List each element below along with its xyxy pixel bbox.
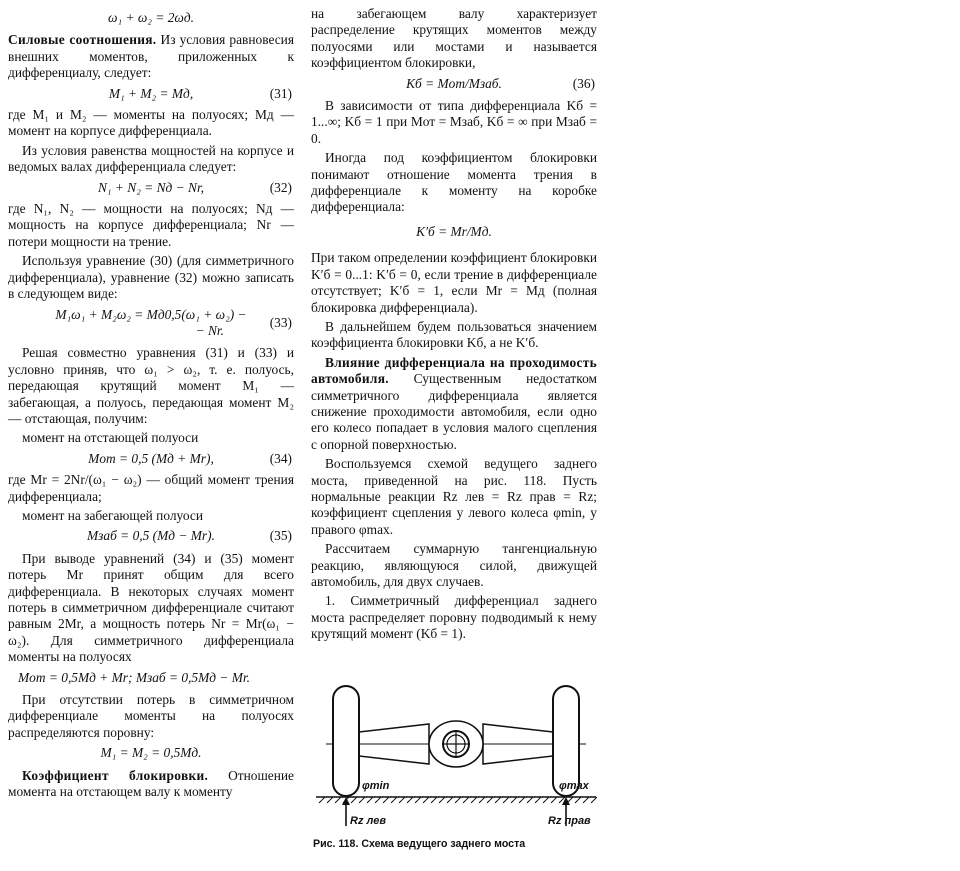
paragraph-solving: Решая совместно уравнения (31) и (33) и условно приняв, что ω₁ > ω₂, т. е. полуось, передающая крутящий момент M₁ — забегающая, а полуось, передающая момент M₂ — отстающая, получим:: [8, 345, 294, 426]
heading-influence: Влияние дифференциала на проходимость автомобиля.: [311, 354, 597, 387]
phi-max-label: φmax: [559, 780, 589, 792]
paragraph-calc: Рассчитаем суммарную тангенциальную реакцию, являющуюся силой, движущей автомобиль, для двух случаев.: [311, 541, 597, 589]
equation-moments-sym: Mот = 0,5Mд + Mr; Mзаб = 0,5Mд − Mr.: [18, 669, 250, 685]
paragraph-lock-coefficient-cont: на забегающем валу характеризует распределение крутящих моментов между полуосями или мостами и называется коэффициентом блокировки,: [311, 6, 597, 71]
paragraph-alt-definition: Иногда под коэффициентом блокировки понимают отношение момента трения в дифференциале к моменту на коробке дифференциала:: [311, 150, 597, 215]
rear-axle-diagram: [311, 684, 601, 854]
paragraph-kb-prime-range: При таком определении коэффициент блокировки K′б = 0...1: K′б = 0, если трение в дифференциале отсутствует; K′б = 1, если Mr = Mд (полная блокировка дифференциала).: [311, 250, 597, 315]
paragraph-using-eq30: Используя уравнение (30) (для симметричного дифференциала), уравнение (32) можно записать в следующем виде:: [8, 253, 294, 302]
equation-kb-prime: K′б = Mr/Mд.: [416, 223, 492, 239]
paragraph-no-losses: При отсутствии потерь в симметричном дифференциале моменты на полуосях распределяются поровну:: [8, 692, 294, 740]
heading-force-relations: Силовые соотношения.: [8, 32, 157, 48]
equation-35: Mзаб = 0,5 (Mд − Mr). (35): [87, 528, 292, 544]
left-column: [8, 6, 294, 803]
paragraph-further-use: В дальнейшем будем пользоваться значением коэффициента блокировки Kб, а не K′б.: [311, 318, 597, 351]
equation-32: N₁ + N₂ = Nд − Nr, (32): [97, 179, 292, 195]
rz-right-label: Rz прав: [548, 815, 591, 827]
equation-33: M₁ω₁ + M₂ω₂ = Mд0,5(ω₁ + ω₂) − − Nr. (33): [55, 306, 292, 338]
heading-lock-coefficient: Коэффициент блокировки.: [22, 767, 209, 783]
paragraph-power-equality: Из условия равенства мощностей на корпусе и ведомых валах дифференциала следует:: [8, 142, 294, 175]
rz-left-label: Rz лев: [350, 815, 386, 827]
paragraph-moments-def: где M₁ и M₂ — моменты на полуосях; Mд — момент на корпусе дифференциала.: [8, 107, 294, 139]
equation-omega-sum: ω₁ + ω₂ = 2ωд.: [108, 10, 194, 25]
phi-min-label: φmin: [362, 780, 390, 792]
paragraph-derivation-notes: При выводе уравнений (34) и (35) момент потерь Mr принят общим для всего дифференциала. В некоторых случаях момент потерь в симметричном дифференциале считают равным 2Mr, а мощность потерь Nr = Mr(ω₁ − ω₂). Для симметричного дифференциала моменты на полуосях: [8, 550, 294, 665]
figure-caption: Рис. 118. Схема ведущего заднего моста: [313, 838, 526, 850]
paragraph-leading-moment: момент на забегающей полуоси: [22, 507, 204, 523]
paragraph-friction-moment: где Mr = 2Nr/(ω₁ − ω₂) — общий момент трения дифференциала;: [8, 472, 294, 504]
paragraph-influence: Влияние дифференциала на проходимость автомобиля. Существенным недостатком симметричного дифференциала является снижение проходимости автомобиля, если одно его колесо попадает в условия малого сцепления с опорной поверхностью.: [311, 354, 597, 452]
paragraph-lock-coefficient: Коэффициент блокировки. Отношение момента на отстающем валу к моменту: [8, 767, 295, 800]
equation-36: Kб = Mот/Mзаб. (36): [406, 75, 595, 91]
equation-34: Mот = 0,5 (Mд + Mr), (34): [88, 450, 292, 466]
paragraph-differential-types: В зависимости от типа дифференциала Kб = 1...∞; Kб = 1 при Mот = Mзаб, Kб = ∞ при Mзаб = 0.: [311, 98, 597, 146]
left-wheel: [333, 686, 359, 796]
right-column: [311, 6, 597, 646]
paragraph-powers-def: где N₁, N₂ — мощности на полуосях; Nд — мощность на корпусе дифференциала; Nr — потери мощности на трение.: [8, 201, 294, 249]
equation-equal-moments: M₁ = M₂ = 0,5Mд.: [100, 745, 202, 761]
paragraph-lagging-moment: момент на отстающей полуоси: [22, 430, 199, 446]
paragraph-scheme: Воспользуемся схемой ведущего заднего моста, приведенной на рис. 118. Пусть нормальные реакции Rz лев = Rz прав = Rz; коэффициент сцепления у левого колеса φmin, у правого φmax.: [311, 456, 597, 537]
equation-31: M₁ + M₂ = Mд, (31): [108, 85, 292, 101]
paragraph-case-1: 1. Симметричный дифференциал заднего моста распределяет поровну подводимый к нему крутящий момент (Kб = 1).: [311, 593, 597, 642]
paragraph-force-relations: Силовые соотношения. Из условия равновесия внешних моментов, приложенных к дифференциалу, следует:: [8, 32, 294, 81]
